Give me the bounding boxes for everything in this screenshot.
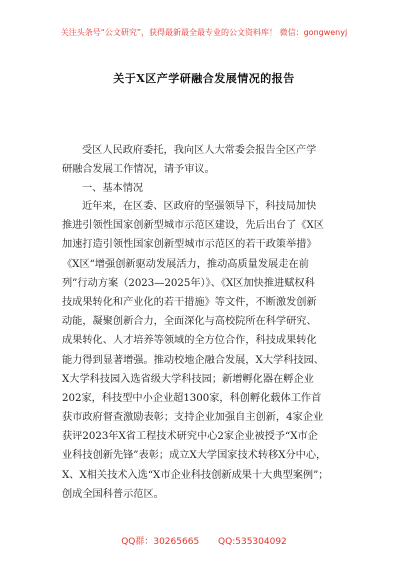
paragraph-line: 推进引领性国家创新型城市示范区建设，先后出台了《X区 [62, 220, 324, 232]
paragraph-line: X、X相关技术入选“X市企业科技创新成果十大典型案例”； [62, 469, 329, 481]
paragraph-line: 技成果转化和产业化的若干措施》等文件，不断激发创新 [62, 296, 317, 308]
qq-text: QQ:535304092 [218, 537, 287, 547]
intro-line: 研融合发展工作情况，请予审议。 [62, 164, 215, 176]
paragraph-line: 《X区“增强创新驱动发展活力，推动高质量发展走在前 [62, 258, 309, 270]
paragraph-line: 近年来，在区委、区政府的坚强领导下，科技局加快 [82, 201, 317, 212]
footer-contacts [0, 534, 408, 547]
paragraph-line: X大学科技园入选省级大学科技园；新增孵化器在孵企业 [62, 373, 314, 385]
paragraph-line: 创成全国科普示范区。 [62, 488, 164, 500]
paragraph-line: 获评2023年X省工程技术研究中心2家企业被授予“X市企 [62, 431, 318, 443]
paragraph-line: 列”行动方案（2023—2025年）》、《X区加快推进赋权科 [62, 277, 315, 289]
top-banner: 关注头条号“公文研究”，获得最新最全最专业的公文资料库！ 微信：gongwenyj [60, 28, 348, 37]
document-title: 关于X区产学研融合发展情况的报告 [113, 72, 295, 85]
paragraph-line: 动能，凝聚创新合力，全面深化与高校院所在科学研究、 [62, 316, 317, 328]
document-body [62, 141, 352, 199]
paragraph-line: 成果转化、人才培养等领域的全方位合作，科技成果转化 [62, 335, 317, 347]
paragraph-line: 业科技创新先锋”表彰；成立X大学国家技术转移X分中心， [62, 450, 327, 462]
paragraph-line: 获市政府督查激励表彰；支持企业加强自主创新，4家企业 [62, 412, 324, 424]
section-body [62, 197, 352, 504]
section-heading: 一、基本情况 [82, 183, 144, 195]
paragraph-line: 能力得到显著增强。推动校地企融合发展，X大学科技园、 [62, 354, 324, 366]
intro-line: 受区人民政府委托，我向区人大常委会报告全区产学 [82, 145, 317, 156]
paragraph-line: 加速打造引领性国家创新型城市示范区的若干政策举措》 [62, 239, 317, 251]
qq-group-text: QQ群：30265665 [121, 537, 200, 547]
paragraph-line: 202家，科技型中小企业超1300家，科创孵化载体工作首 [62, 392, 322, 404]
